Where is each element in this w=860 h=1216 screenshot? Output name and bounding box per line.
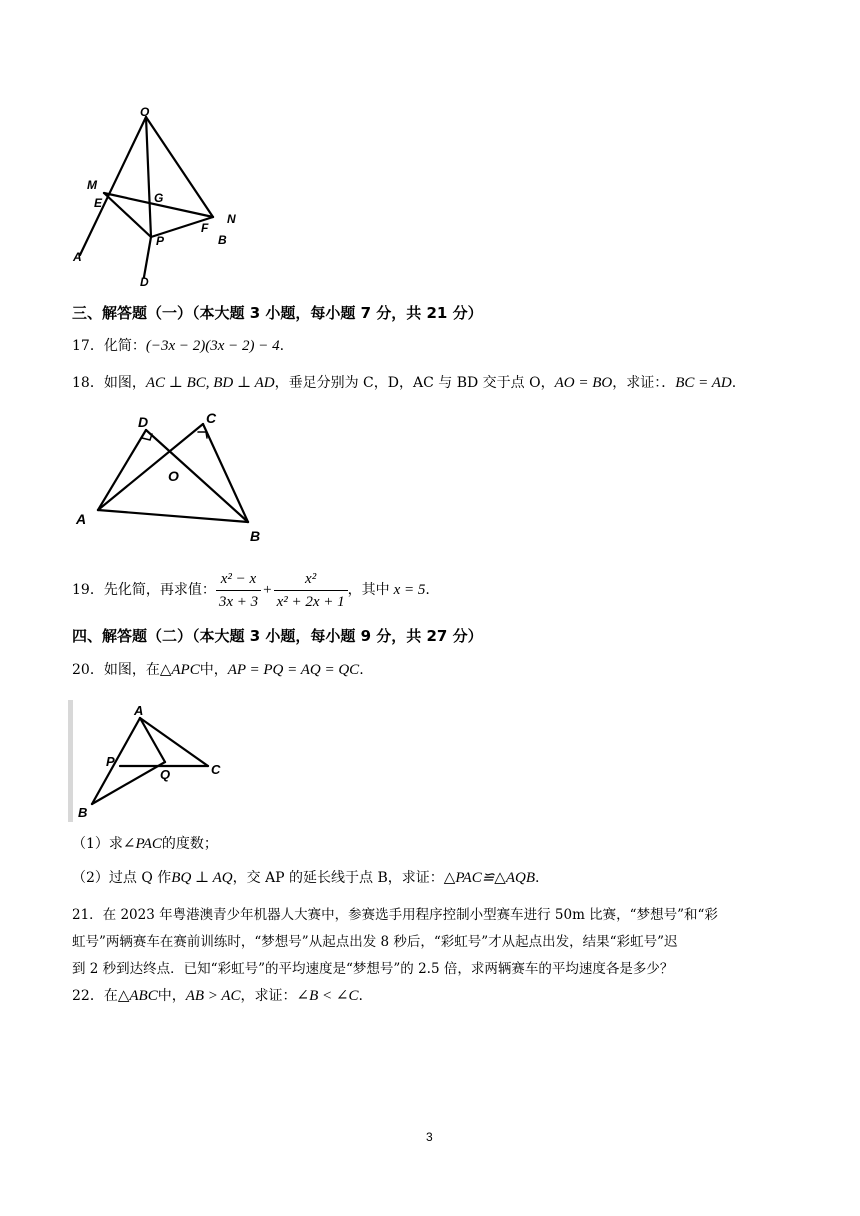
label-B: B [218, 233, 227, 247]
q19-tail: ，其中 [347, 582, 390, 598]
label-P: P [156, 234, 165, 248]
q20-part2-pre: （2）过点 Q 作 [72, 870, 172, 886]
q20-part2-end: . [535, 870, 540, 886]
q20-condition: AP = PQ = AQ = QC [227, 662, 360, 678]
q19-number: 19．先化简，再求值： [72, 582, 216, 598]
label-A: A [134, 703, 144, 718]
q18-number: 18．如图， [72, 375, 146, 391]
q20-part-1 [72, 834, 218, 854]
figure-18-geometry [70, 410, 270, 545]
q18-condition: AC ⊥ BC, BD ⊥ AD [145, 375, 275, 391]
label-A: A [73, 250, 82, 264]
label-B: B [250, 528, 261, 544]
label-P: P [106, 754, 115, 769]
section-3-heading: 三、解答题（一）（本大题 3 小题，每小题 7 分，共 21 分） [72, 304, 483, 322]
question-17 [72, 336, 284, 356]
label-D: D [140, 275, 149, 289]
q22-number: 22．在 [72, 988, 118, 1004]
question-18 [72, 373, 736, 393]
q20-part1-angle: ∠PAC [122, 836, 162, 852]
q17-number: 17．化简： [72, 338, 146, 354]
q18-end: . [731, 375, 737, 391]
figure-top-geometry [70, 95, 260, 290]
q21-line-3: 到 2 秒到达终点．已知“彩虹号”的平均速度是“梦想号”的 2.5 倍，求两辆赛车的平均速度各是多少？ [72, 961, 674, 977]
line-A-Q [140, 718, 165, 762]
q17-expression: (−3x − 2)(3x − 2) − 4 [145, 338, 280, 354]
label-M: M [87, 178, 97, 192]
q19-condition: x = 5 [393, 582, 426, 598]
label-O: O [168, 468, 179, 484]
scan-edge-shadow [68, 700, 73, 822]
page-number: 3 [426, 1130, 433, 1144]
q20-part2-mid: ，交 AP 的延长线于点 B，求证： [232, 870, 444, 886]
right-angle-C [198, 432, 207, 438]
q20-end: . [359, 662, 364, 678]
line-A-C [140, 718, 208, 766]
q20-part1-pre: （1）求 [72, 836, 123, 852]
q21-line-1: 21．在 2023 年粤港澳青少年机器人大赛中，参赛选手用程序控制小型赛车进行 50m 比赛，“梦想号”和“彩 [72, 907, 718, 923]
q18-text-2: ，求证：． [612, 375, 676, 391]
q19-plus: + [263, 582, 272, 598]
q18-text: ，垂足分别为 C，D，AC 与 BD 交于点 O， [274, 375, 555, 391]
q22-goal: ∠B < ∠C [296, 988, 359, 1004]
q18-condition-2: AO = BO [554, 375, 613, 391]
line-P-D [144, 237, 151, 277]
q22-end: . [358, 988, 363, 1004]
q22-text: 中， [157, 988, 186, 1004]
q22-text-2: ，求证： [240, 988, 297, 1004]
q20-triangle: △APC [159, 662, 200, 678]
q20-part-2 [72, 868, 539, 888]
q19-frac1-denominator: 3x + 3 [218, 593, 259, 610]
line-D-A [98, 430, 146, 510]
label-C: C [206, 410, 217, 426]
q22-condition: AB > AC [185, 988, 241, 1004]
label-N: N [227, 212, 236, 226]
figure-20-geometry [68, 700, 238, 822]
q22-triangle: △ABC [117, 988, 158, 1004]
q19-end: . [425, 582, 430, 598]
q20-part2-goal: △PAC≌△AQB [443, 870, 535, 886]
q19-frac1-numerator: x² − x [216, 570, 261, 591]
q19-frac2-numerator: x² [274, 570, 348, 591]
line-A-B [98, 510, 248, 522]
label-B: B [78, 805, 88, 820]
line-C-B [203, 424, 248, 522]
line-O-P [146, 117, 151, 237]
q18-goal: BC = AD [675, 375, 732, 391]
label-O: O [140, 105, 150, 119]
line-E-P [104, 193, 151, 237]
q20-part2-expr: BQ ⊥ AQ [171, 870, 233, 886]
label-D: D [138, 414, 149, 430]
q19-fraction-2 [274, 570, 348, 611]
q20-part1-post: 的度数； [161, 836, 218, 852]
label-F: F [201, 221, 209, 235]
q19-fraction-1 [216, 570, 261, 611]
q17-end: . [279, 338, 285, 354]
q20-number: 20．如图，在 [72, 662, 160, 678]
question-19 [72, 566, 430, 614]
section-4-heading: 四、解答题（二）（本大题 3 小题，每小题 9 分，共 27 分） [72, 627, 483, 645]
label-C: C [211, 762, 221, 777]
question-22 [72, 986, 363, 1006]
line-D-B [146, 430, 248, 522]
label-A: A [76, 511, 87, 527]
q21-line-2: 虹号”两辆赛车在赛前训练时，“梦想号”从起点出发 8 秒后，“彩虹号”才从起点出发，结果“彩虹号”迟 [72, 934, 678, 950]
question-20 [72, 660, 364, 680]
q20-text: 中， [199, 662, 228, 678]
label-E: E [94, 196, 103, 210]
label-G: G [154, 191, 164, 205]
label-Q: Q [160, 767, 171, 782]
q19-frac2-denominator: x² + 2x + 1 [276, 593, 345, 610]
